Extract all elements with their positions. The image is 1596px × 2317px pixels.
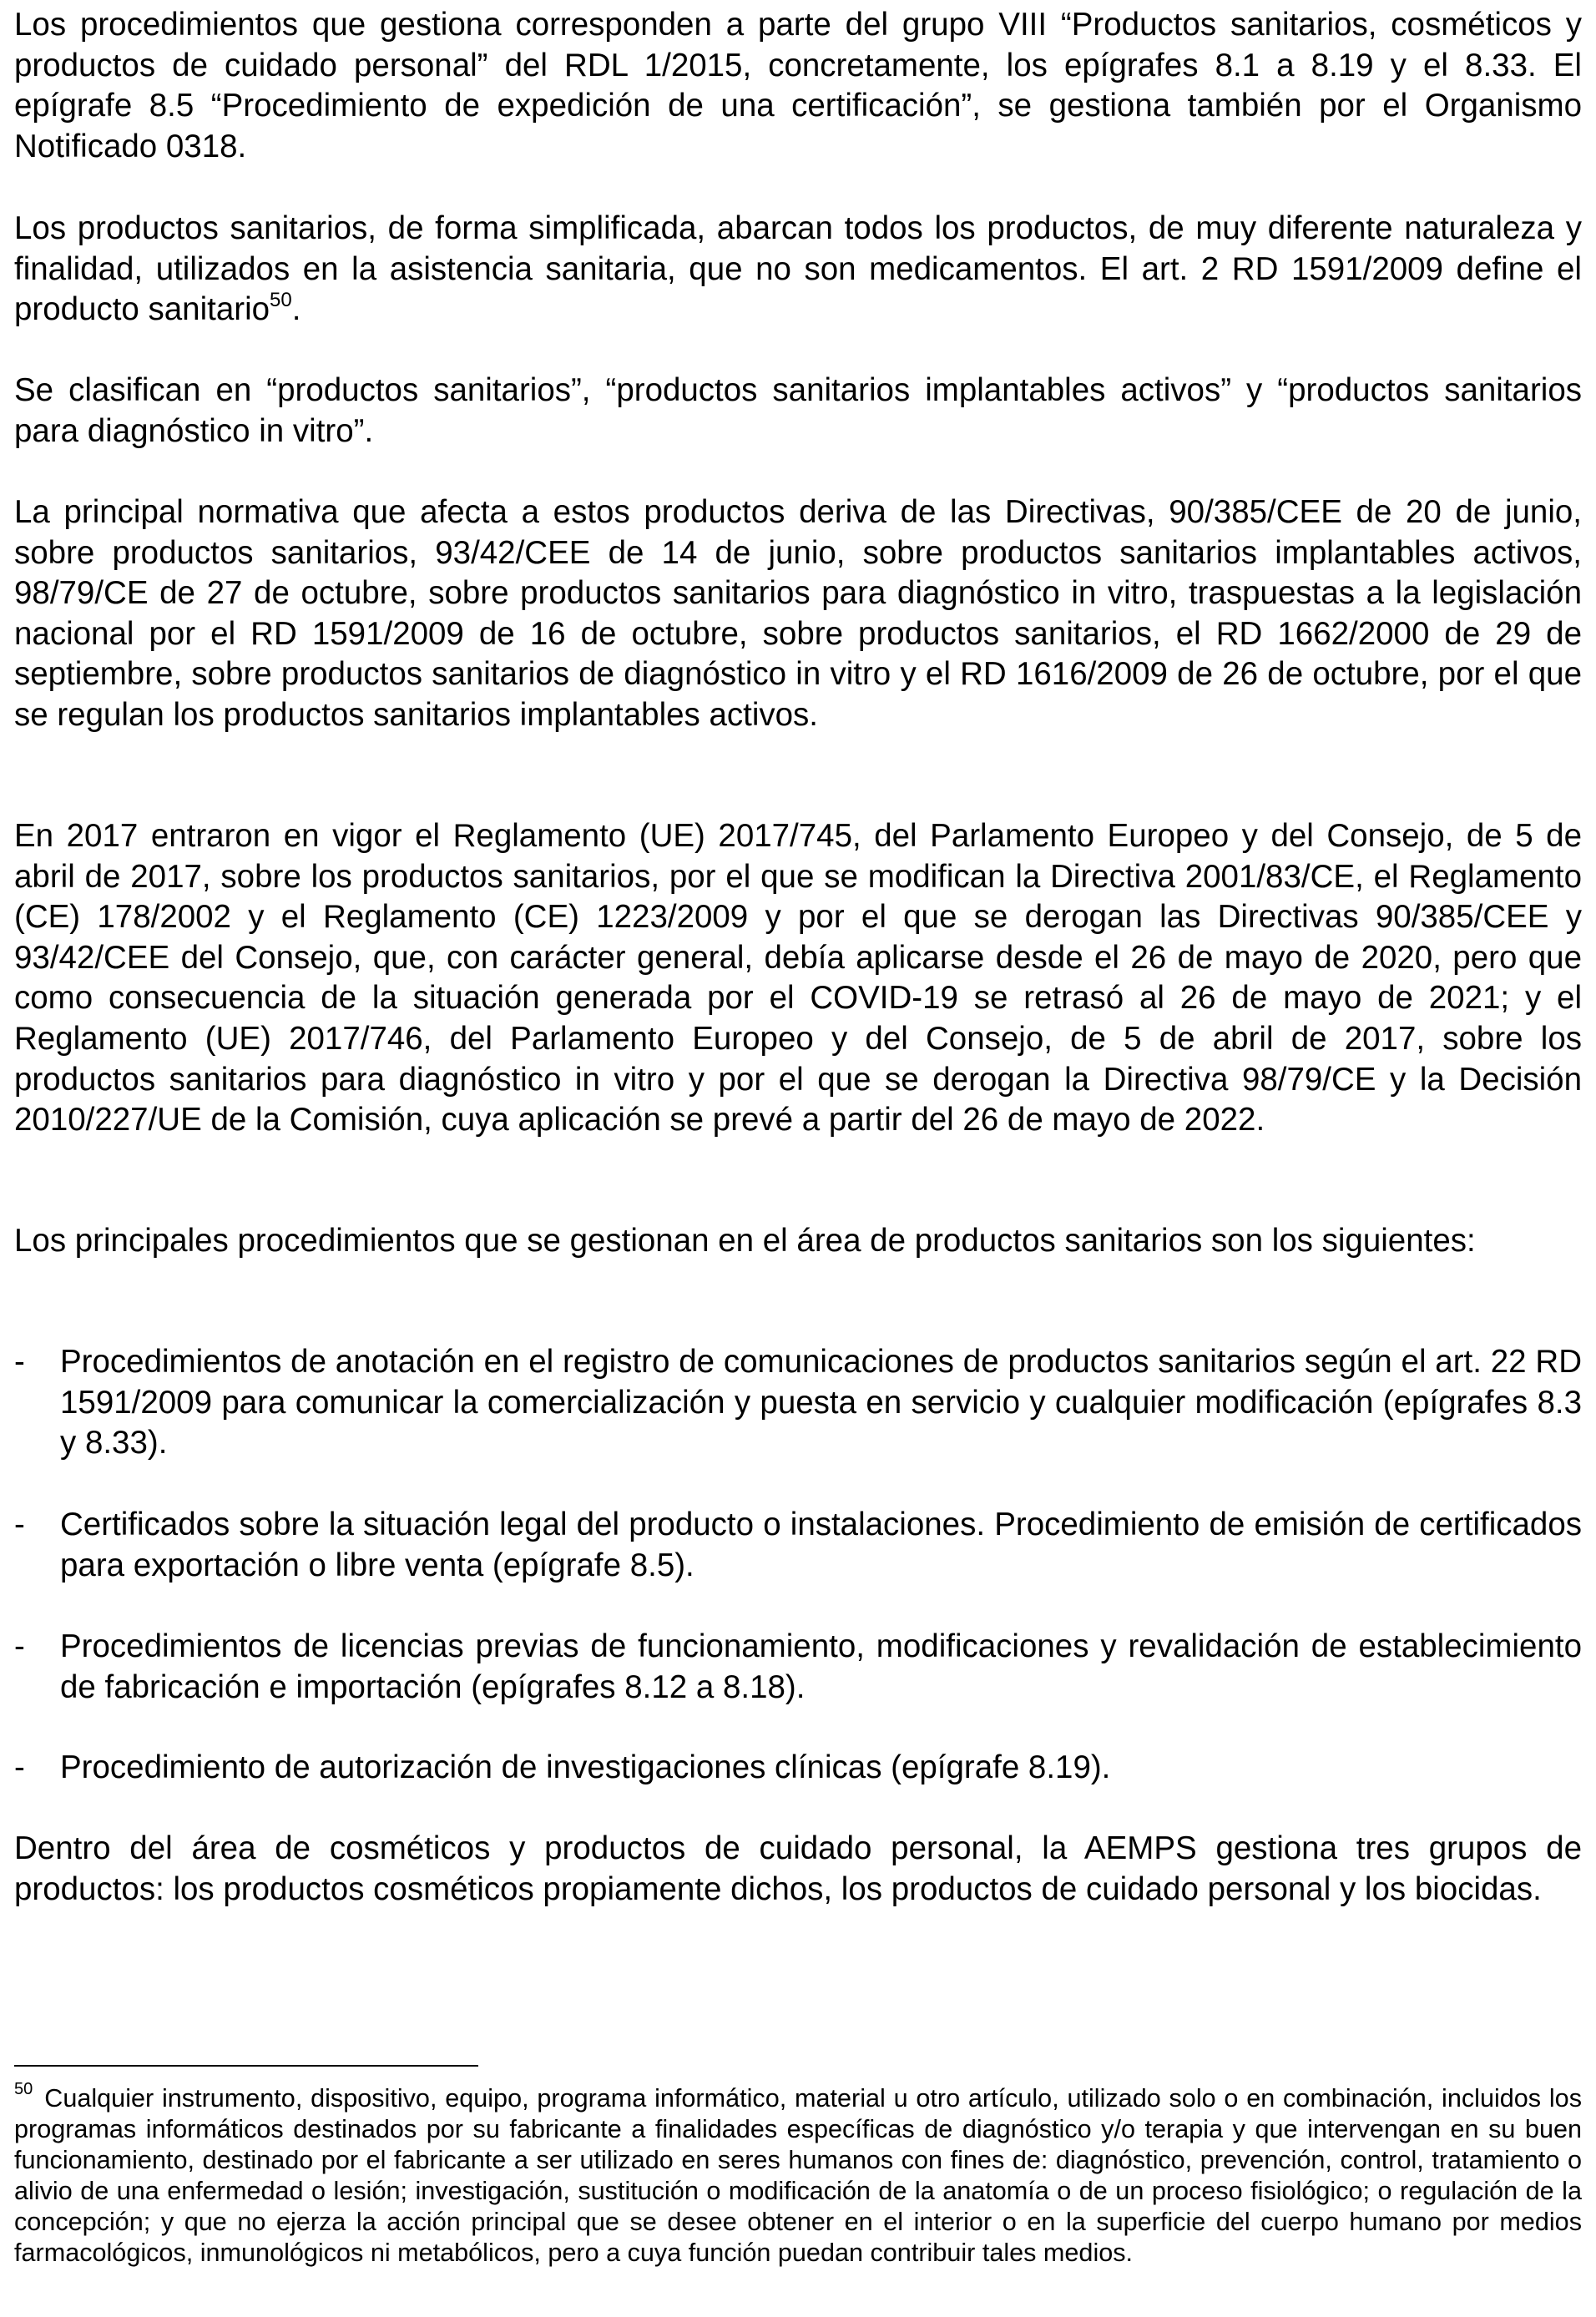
- list-bullet-dash: -: [14, 1344, 25, 1380]
- footnote-text: Cualquier instrumento, dispositivo, equipo, programa informático, material u otro artículo, utilizado solo o en combinación, incluidos los programas informáticos destinados por su fabricante a finalidades específicas de diagnóstico y/o terapia y que intervengan en su buen funcionamiento, destinado por el fabricante a ser utilizado en seres humanos con fines de: diagnóstico, prevención, control, tratamiento o alivio de una enfermedad o lesión; investigación, sustitución o modificación de la anatomía o de un proceso fisiológico; o regulación de la concepción; y que no ejerza la acción principal que se desee obtener en el interior o en la superficie del cuerpo humano por medios farmacológicos, inmunológicos ni metabólicos, pero a cuya función puedan contribuir tales medios.: [14, 2084, 1582, 2267]
- paragraph-productos-sanitarios-text: Los productos sanitarios, de forma simplificada, abarcan todos los productos, de muy diferente naturaleza y finalidad, utilizados en la asistencia sanitaria, que no son medicamentos. El art. 2 RD 1591/2009 define el producto sanitario: [14, 210, 1582, 328]
- list-item-anotacion-registro: [14, 1342, 1582, 1464]
- list-item-text: Procedimientos de licencias previas de funcionamiento, modificaciones y revalidación de establecimiento de fabricación e importación (epígrafes 8.12 a 8.18).: [60, 1628, 1582, 1705]
- list-bullet-dash: -: [14, 1507, 25, 1542]
- list-item-text: Procedimiento de autorización de investigaciones clínicas (epígrafe 8.19).: [60, 1749, 1111, 1785]
- paragraph-productos-sanitarios: [14, 209, 1582, 331]
- list-item-text: Certificados sobre la situación legal del producto o instalaciones. Procedimiento de emisión de certificados para exportación o libre venta (epígrafe 8.5).: [60, 1507, 1582, 1583]
- list-bullet-dash: -: [14, 1749, 25, 1785]
- list-item-certificados: [14, 1505, 1582, 1586]
- list-bullet-dash: -: [14, 1628, 25, 1664]
- paragraph-reglamento-2017: En 2017 entraron en vigor el Reglamento (UE) 2017/745, del Parlamento Europeo y del Consejo, de 5 de abril de 2017, sobre los productos sanitarios, por el que se modifican la Directiva 2001/83/CE, el Reglamento (CE) 178/2002 y el Reglamento (CE) 1223/2009 y por el que se derogan las Directivas 90/385/CEE y 93/42/CEE del Consejo, que, con carácter general, debía aplicarse desde el 26 de mayo de 2020, pero que como consecuencia de la situación generada por el COVID-19 se retrasó al 26 de mayo de 2021; y el Reglamento (UE) 2017/746, del Parlamento Europeo y del Consejo, de 5 de abril de 2017, sobre los productos sanitarios para diagnóstico in vitro y por el que se derogan la Directiva 98/79/CE y la Decisión 2010/227/UE de la Comisión, cuya aplicación se prevé a partir del 26 de mayo de 2022.: [14, 818, 1582, 1138]
- paragraph-normativa: La principal normativa que afecta a estos productos deriva de las Directivas, 90/385/CEE de 20 de junio, sobre productos sanitarios, 93/42/CEE de 14 de junio, sobre productos sanitarios implantables activos, 98/79/CE de 27 de octubre, sobre productos sanitarios para diagnóstico in vitro, traspuestas a la legislación nacional por el RD 1591/2009 de 16 de octubre, sobre productos sanitarios, el RD 1662/2000 de 29 de septiembre, sobre productos sanitarios de diagnóstico in vitro y el RD 1616/2009 de 26 de octubre, por el que se regulan los productos sanitarios implantables activos.: [14, 494, 1582, 733]
- paragraph-cosmeticos: Dentro del área de cosméticos y productos de cuidado personal, la AEMPS gestiona tres grupos de productos: los productos cosméticos propiamente dichos, los productos de cuidado personal y los biocidas.: [14, 1830, 1582, 1907]
- paragraph-procedimientos: Los procedimientos que gestiona corresponden a parte del grupo VIII “Productos sanitarios, cosméticos y productos de cuidado personal” del RDL 1/2015, concretamente, los epígrafes 8.1 a 8.19 y el 8.33. El epígrafe 8.5 “Procedimiento de expedición de una certificación”, se gestiona también por el Organismo Notificado 0318.: [14, 7, 1582, 164]
- list-item-investigaciones-clinicas: [14, 1748, 1582, 1789]
- list-item-licencias-previas: [14, 1627, 1582, 1708]
- footnote-50: [14, 2079, 1582, 2268]
- footnotes-section: [14, 2065, 1582, 2268]
- list-item-text: Procedimientos de anotación en el registro de comunicaciones de productos sanitarios según el art. 22 RD 1591/2009 para comunicar la comercialización y puesta en servicio y cualquier modificación (epígrafes 8.3 y 8.33).: [60, 1344, 1582, 1461]
- footnote-number: 50: [14, 2079, 33, 2098]
- footnote-reference-50[interactable]: 50: [270, 289, 292, 312]
- paragraph-clasificacion: Se clasifican en “productos sanitarios”, “productos sanitarios implantables activos” y “productos sanitarios para diagnóstico in vitro”.: [14, 372, 1582, 449]
- footnote-separator: [14, 2065, 478, 2067]
- paragraph-end-period: .: [291, 291, 301, 328]
- paragraph-principales-procedimientos: Los principales procedimientos que se gestionan en el área de productos sanitarios son los siguientes:: [14, 1223, 1476, 1259]
